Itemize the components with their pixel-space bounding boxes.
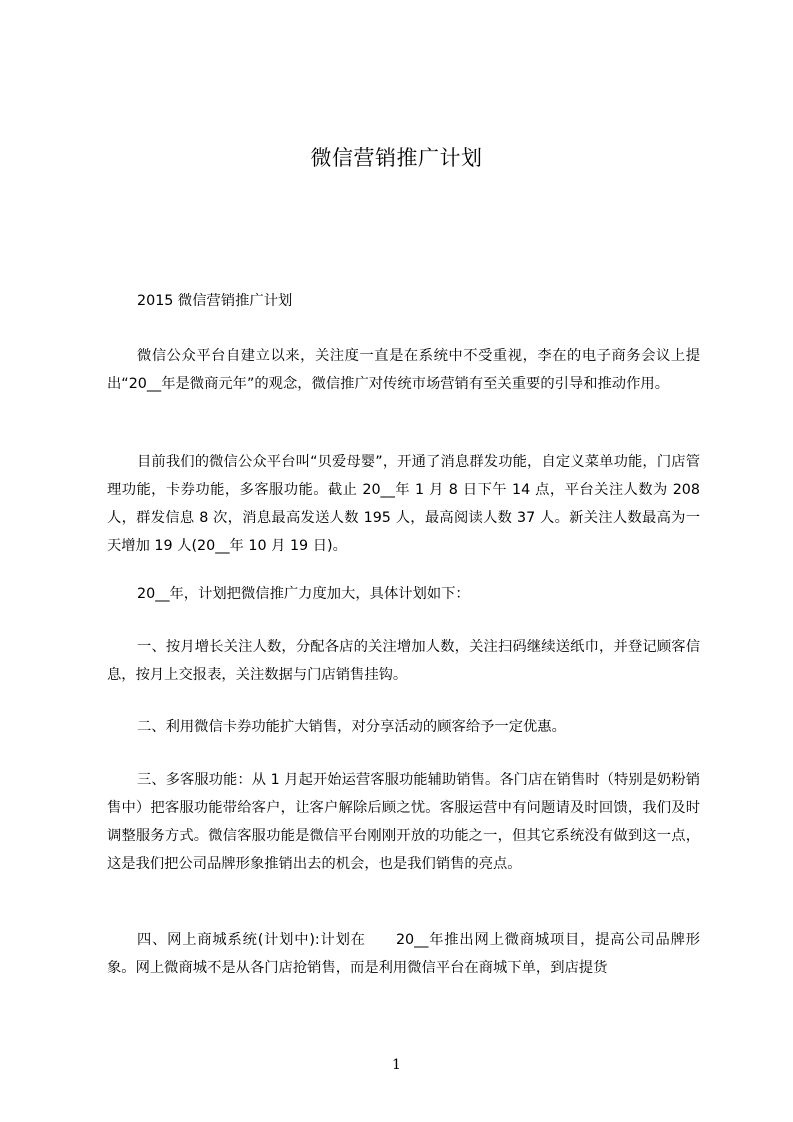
intro-paragraph: 微信公众平台自建立以来，关注度一直是在系统中不受重视，李在的电子商务会议上提出“20__年是微商元年”的观念，微信推广对传统市场营销有至关重要的引导和推动作用。 <box>107 348 700 392</box>
plan-intro-paragraph: 20__年，计划把微信推广力度加大，具体计划如下： <box>137 586 470 602</box>
plan-item-4: 四、网上商城系统(计划中):计划在 20__年推出网上微商城项目，提高公司品牌形象。网上微商城不是从各门店抢销售，而是利用微信平台在商城下单，到店提货 <box>107 932 700 976</box>
document-title: 微信营销推广计划 <box>310 146 483 170</box>
plan-item-3: 三、多客服功能：从 1 月起开始运营客服功能辅助销售。各门店在销售时（特别是奶粉销售中）把客服功能带给客户，让客户解除后顾之忧。客服运营中有问题请及时回馈，我们及时调整服务方式。微信客服功能是微信平台刚刚开放的功能之一，但其它系统没有做到这一点，这是我们把公司品牌形象推销出去的机会，也是我们销售的亮点。 <box>107 772 700 872</box>
plan-item-1: 一、按月增长关注人数，分配各店的关注增加人数，关注扫码继续送纸巾，并登记顾客信息，按月上交报表，关注数据与门店销售挂钩。 <box>107 639 700 683</box>
status-paragraph: 目前我们的微信公众平台叫“贝爱母婴”，开通了消息群发功能，自定义菜单功能，门店管理功能，卡券功能，多客服功能。截止 20__年 1 月 8 日下午 14 点，平台关注人数为 208 人，群发信息 8 次，消息最高发送人数 195 人，最高阅读人数 37 人。新关注人数最高为一天增加 19 人(20__年 10 月 19 日)。 <box>107 454 700 554</box>
subtitle-paragraph: 2015 微信营销推广计划 <box>137 293 293 309</box>
plan-item-2: 二、利用微信卡券功能扩大销售，对分享活动的顾客给予一定优惠。 <box>137 719 566 735</box>
page-number: 1 <box>392 1057 401 1073</box>
